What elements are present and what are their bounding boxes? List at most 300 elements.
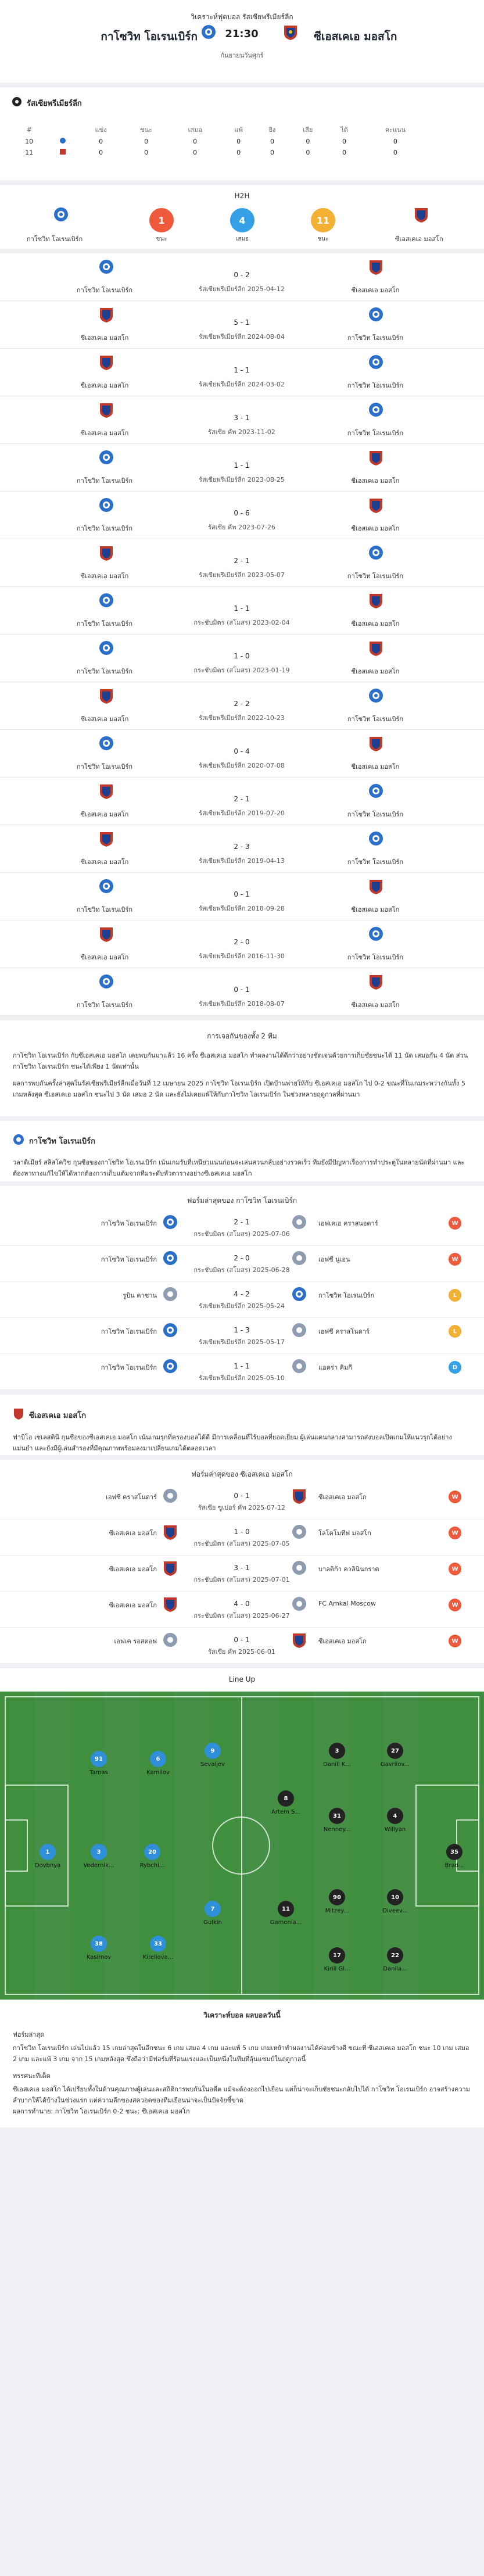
player-name: Mitzey... [325,1908,349,1914]
match-score: 2 - 3 [234,843,250,851]
result-badge: W [449,1217,461,1230]
score-prediction: ผลการทำนาย: กาโซวิท โอเรนเบิร์ก 0-2 ชนะ: ซีเอสเคเอ มอสโก [13,2108,190,2115]
team-logo-icon [99,688,114,706]
match-right-team: กาโซวิท โอเรนเบิร์ก [347,572,404,580]
competition-title: วิเคราะห์ฟุตบอล รัสเซียพรีเมียร์ลีก [191,13,293,21]
h2h-title: H2H [234,192,250,200]
home-player[interactable] [129,1844,175,1869]
player-number: 90 [329,1889,345,1905]
away-wins-badge: 11 [311,208,335,232]
lineup-section [0,1668,484,2000]
result-badge: L [449,1325,461,1338]
match-meta: รัสเซียพรีเมียร์ลีก 2022-10-23 [199,714,285,722]
match-left-team: กาโซวิท โอเรนเบิร์ก [76,906,133,913]
result-badge: W [449,1599,461,1611]
team-logo-icon [368,736,383,754]
form-score: 2 - 0 [234,1254,250,1262]
form-right-team: แอคร่า คิมกี [318,1364,352,1371]
draws-badge: 4 [230,208,254,232]
h2h-match-row[interactable] [0,920,484,968]
away-player[interactable] [431,1844,478,1869]
team-logo-icon [368,831,383,848]
h2h-paragraph-2: ผลการพบกันครั้งล่าสุดในรัสเซียพรีเมียร์ลีกเมื่อวันที่ 12 เมษายน 2025 กาโซวิท โอเรนเบิร์ก เปิดบ้านพ่ายให้กับ ซีเอสเคเอ มอสโก ไป 0-2 ขณะที่ในเกมระหว่างกันทั้ง 5 เกมหลังสุด ซีเอสเคเอ มอสโก ชนะไป 3 นัด เสมอ 2 นัด และยังไม่เคยแพ้ให้กับกาโซวิท โอเรนเบิร์ก ในช่วงหลายฤดูกาลที่ผ่านมา [13,1080,465,1098]
away-player[interactable] [372,1743,418,1768]
match-score: 0 - 4 [234,747,250,755]
player-number: 31 [329,1808,345,1824]
match-meta: รัสเซีย คัพ 2023-07-26 [208,524,275,531]
match-left-team: กาโซวิท โอเรนเบิร์ก [76,620,133,628]
player-name: Willyan [384,1826,406,1833]
form-meta: รัสเซียพรีเมียร์ลีก 2025-05-17 [199,1338,285,1346]
player-name: Kirill Gl... [324,1966,350,1972]
form-score: 1 - 3 [234,1326,250,1334]
team-logo-icon [368,307,383,324]
standings-header-row [12,123,430,136]
match-score: 1 - 1 [234,604,250,612]
home-player[interactable] [76,1936,122,1961]
match-left-team: กาโซวิท โอเรนเบิร์ก [76,525,133,532]
team-logo-icon [292,1287,307,1303]
match-score: 0 - 6 [234,509,250,517]
h2h-match-row[interactable] [0,730,484,778]
team-logo-icon [292,1251,307,1267]
match-meta: รัสเซียพรีเมียร์ลีก 2020-07-08 [199,762,285,769]
form-meta: รัสเซียพรีเมียร์ลีก 2025-05-24 [199,1302,285,1310]
away-player[interactable] [372,1808,418,1833]
away-team-name[interactable]: ซีเอสเคเอ มอสโก [314,30,397,43]
team-logo-icon [99,593,114,610]
player-name: Rybchi... [139,1862,165,1869]
analysis-title: วิเคราะห์บอล ผลบอลวันนี้ [203,2011,281,2019]
match-right-team: ซีเอสเคเอ มอสโก [351,286,400,294]
away-player[interactable] [314,1743,360,1768]
standings-row: 11 0 0 0 0 0 0 0 0 [12,147,430,158]
player-number: 38 [91,1936,107,1952]
match-right-team: ซีเอสเคเอ มอสโก [351,906,400,913]
col-ga: เสีย [303,126,313,134]
match-score: 0 - 1 [234,890,250,898]
prediction-heading: ทรรศนะทีเด็ด [13,2072,51,2080]
form-right-team: ซีเอสเคเอ มอสโก [318,1638,367,1645]
form-meta: รัสเซีย ซูเปอร์ คัพ 2025-07-12 [198,1504,286,1511]
player-name: Brad... [444,1862,464,1869]
h2h-summary [0,185,484,249]
player-number: 8 [278,1790,294,1807]
form-match-row[interactable] [0,1556,484,1592]
match-score: 3 - 1 [234,414,250,422]
standings-section [0,87,484,180]
match-meta: รัสเซีย คัพ 2023-11-02 [208,428,275,436]
team-logo-icon [99,926,114,944]
match-score: 2 - 2 [234,700,250,708]
form-heading: ฟอร์มล่าสุด [13,2031,45,2038]
match-right-team: ซีเอสเคเอ มอสโก [351,668,400,675]
player-number: 17 [329,1947,345,1964]
away-player[interactable] [263,1901,309,1926]
match-meta: รัสเซียพรีเมียร์ลีก 2018-08-07 [199,1000,285,1008]
team-logo-icon [368,688,383,705]
match-left-team: กาโซวิท โอเรนเบิร์ก [76,477,133,485]
player-number: 1 [40,1844,56,1860]
h2h-match-row[interactable] [0,492,484,539]
match-meta: รัสเซียพรีเมียร์ลีก 2023-08-25 [199,476,285,483]
team-logo-icon [99,974,114,991]
away-player[interactable] [263,1790,309,1815]
h2h-match-row[interactable] [0,825,484,873]
player-name: Tamas [89,1769,108,1776]
away-team-header [13,1407,471,1424]
form-right-team: เอฟเคเอ คราสนอดาร์ [318,1220,378,1227]
center-circle [212,1817,270,1875]
form-right-team: FC Amkal Moscow [318,1600,376,1607]
form-match-row[interactable] [0,1246,484,1282]
form-meta: กระชับมิตร (สโมสร) 2025-07-06 [193,1230,290,1238]
h2h-match-row[interactable] [0,873,484,920]
team-logo-icon [99,497,114,514]
player-name: Dovbnya [34,1862,61,1869]
team-logo-icon [99,307,114,325]
form-right-team: โลโคโมทีฟ มอสโก [318,1529,371,1537]
player-name: Gulkin [203,1919,222,1926]
h2h-match-row[interactable] [0,253,484,301]
form-left-team: เอฟซี คราสโนดาร์ [106,1493,157,1501]
away-team-logo [13,1407,24,1424]
match-left-team: กาโซวิท โอเรนเบิร์ก [76,286,133,294]
away-team-logo [414,207,429,225]
player-name: Diveev... [382,1908,408,1914]
standings-title: รัสเซียพรีเมียร์ลีก [27,99,82,108]
result-badge: W [449,1563,461,1575]
h2h-match-row[interactable] [0,778,484,825]
h2h-match-row[interactable] [0,635,484,682]
match-score: 1 - 0 [234,652,250,660]
player-number: 27 [387,1743,403,1759]
team-logo-icon [292,1560,307,1577]
kickoff-time: 21:30 [225,28,259,40]
away-wins-label: ชนะ [317,236,329,242]
form-meta: กระชับมิตร (สโมสร) 2025-06-28 [193,1266,290,1274]
team-logo-icon [368,593,383,611]
player-name: Kireliova... [142,1954,174,1961]
match-score: 1 - 1 [234,461,250,470]
away-team-description: ฟาบิโอ เซเลสตินี กุนซือของซีเอสเคเอ มอสโก เน้นเกมรุกที่ครองบอลได้ดี มีการเคลื่อนที่ไร้บอลที่ยอดเยี่ยม ผู้เล่นแดนกลางสามารถส่งบอลเปิดเกมให้แนวรุกได้อย่างแม่นยำ และยังมีผู้เล่นสำรองที่มีคุณภาพพร้อมลงมาเปลี่ยนเกมได้ตลอดเวลา [13,1434,452,1452]
away-player[interactable] [314,1808,360,1833]
form-score: 2 - 1 [234,1218,250,1226]
form-left-team: เอฟเค รอสตอฟ [114,1638,157,1645]
team-logo-icon [99,736,114,753]
match-meta: รัสเซียพรีเมียร์ลีก 2018-09-28 [199,905,285,912]
result-badge: W [449,1527,461,1539]
h2h-paragraph-1: กาโซวิท โอเรนเบิร์ก กับซีเอสเคเอ มอสโก เคยพบกันมาแล้ว 16 ครั้ง ซีเอสเคเอ มอสโก ทำผลงานได้ดีกว่าอย่างชัดเจนด้วยการเก็บชัยชนะได้ 11 นัด เสมอกัน 4 นัด ส่วนกาโซวิท โอเรนเบิร์ก ชนะได้เพียง 1 นัดเท่านั้น [13,1052,468,1070]
draws-label: เสมอ [235,236,249,242]
form-match-row[interactable] [0,1282,484,1318]
match-left-team: กาโซวิท โอเรนเบิร์ก [76,763,133,771]
player-name: Kamilov [146,1769,170,1776]
lineup-title: Line Up [228,1675,256,1683]
match-meta: กระชับมิตร (สโมสร) 2023-01-19 [193,667,290,674]
match-score: 2 - 1 [234,557,250,565]
player-name: Gamenia... [270,1919,302,1926]
h2h-match-row[interactable] [0,539,484,587]
player-number: 22 [387,1947,403,1964]
match-score: 2 - 0 [234,938,250,946]
match-right-team: ซีเอสเคเอ มอสโก [351,1001,400,1009]
h2h-analysis [0,1020,484,1116]
away-form-list [0,1484,484,1664]
form-meta: รัสเซียพรีเมียร์ลีก 2025-05-10 [199,1374,285,1382]
team-logo-icon [99,879,114,895]
result-badge: D [449,1361,461,1374]
team-logo-icon [292,1323,307,1339]
match-left-team: ซีเอสเคเอ มอสโก [80,334,129,342]
form-meta: รัสเซีย คัพ 2025-06-01 [208,1648,275,1656]
player-number: 3 [91,1844,107,1860]
team-logo-icon [46,147,78,158]
h2h-match-list [0,253,484,1016]
team-logo-icon [292,1214,307,1231]
match-right-team: กาโซวิท โอเรนเบิร์ก [347,954,404,961]
team-logo-icon [368,497,383,515]
home-team-overview [0,1121,484,1181]
team-logo-icon [99,831,114,849]
form-score: 0 - 1 [234,1492,250,1500]
player-number: 33 [150,1936,166,1952]
team-logo-icon [292,1596,307,1613]
home-player[interactable] [76,1751,122,1776]
team-logo-icon [368,354,383,371]
match-meta: รัสเซียพรีเมียร์ลีก 2024-08-04 [199,333,285,341]
home-player[interactable] [24,1844,71,1869]
team-logo-icon [368,259,383,277]
home-wins-label: ชนะ [156,236,167,242]
match-meta: รัสเซียพรีเมียร์ลีก 2025-04-12 [199,285,285,293]
match-score: 0 - 1 [234,986,250,994]
player-name: Nenney... [323,1826,351,1833]
home-form-list [0,1210,484,1390]
home-player[interactable] [135,1936,181,1961]
home-team-header [13,1134,471,1149]
standings-header [12,96,472,109]
form-match-row[interactable] [0,1354,484,1390]
h2h-match-row[interactable] [0,444,484,492]
match-left-team: กาโซวิท โอเรนเบิร์ก [76,1001,133,1009]
team-logo-icon [368,879,383,897]
team-logo-icon [292,1524,307,1541]
match-left-team: กาโซวิท โอเรนเบิร์ก [76,668,133,675]
col-gd: ได้ [340,126,348,134]
player-number: 6 [150,1751,166,1767]
player-name: Gavrilov... [380,1761,410,1768]
form-score: 4 - 0 [234,1600,250,1608]
match-score: 0 - 2 [234,271,250,279]
form-left-team: ซีเอสเคเอ มอสโก [109,1565,157,1573]
form-right-team: ซีเอสเคเอ มอสโก [318,1493,367,1501]
player-number: 35 [446,1844,463,1860]
player-number: 9 [205,1743,221,1759]
form-match-row[interactable] [0,1520,484,1556]
form-score: 1 - 1 [234,1362,250,1370]
match-header [0,0,484,83]
col-won: ชนะ [140,126,153,134]
result-badge: W [449,1253,461,1266]
team-logo-icon [368,926,383,943]
match-score: 2 - 1 [234,795,250,803]
analysis-section [0,2000,484,2127]
match-date: กันยายนวันศุกร์ [220,52,264,59]
player-number: 7 [205,1901,221,1917]
match-right-team: ซีเอสเคเอ มอสโก [351,763,400,771]
home-team-name[interactable]: กาโซวิท โอเรนเบิร์ก [101,30,198,43]
match-meta: รัสเซียพรีเมียร์ลีก 2019-07-20 [199,809,285,817]
form-right-team: กาโซวิท โอเรนเบิร์ก [318,1292,375,1299]
h2h-match-row[interactable] [0,396,484,444]
team-logo-icon [368,974,383,992]
away-player[interactable] [314,1889,360,1914]
h2h-away-name: ซีเอสเคเอ มอสโก [395,235,443,243]
home-player[interactable] [76,1844,122,1869]
match-right-team: กาโซวิท โอเรนเบิร์ก [347,715,404,723]
match-score: 1 - 1 [234,366,250,374]
h2h-match-row[interactable] [0,301,484,349]
team-logo-icon [368,545,383,562]
form-match-row[interactable] [0,1628,484,1664]
away-team-logo[interactable] [283,24,298,42]
home-player[interactable] [135,1751,181,1776]
team-logo-icon [292,1632,307,1650]
player-name: Vedernik... [83,1862,114,1869]
h2h-match-row[interactable] [0,682,484,730]
home-player[interactable] [189,1901,236,1926]
match-right-team: ซีเอสเคเอ มอสโก [351,525,400,532]
form-left-team: กาโซวิท โอเรนเบิร์ก [101,1364,157,1371]
away-player[interactable] [372,1947,418,1972]
match-left-team: ซีเอสเคเอ มอสโก [80,382,129,389]
away-team-overview [0,1395,484,1455]
team-logo-icon [99,354,114,372]
match-left-team: ซีเอสเคเอ มอสโก [80,429,129,437]
team-logo-icon [368,783,383,800]
away-form-title: ฟอร์มล่าสุดของ ซีเอสเคเอ มอสโก [191,1470,293,1478]
team-logo-icon [368,640,383,658]
team-logo-icon [368,450,383,468]
match-right-team: กาโซวิท โอเรนเบิร์ก [347,858,404,866]
col-team [46,123,78,136]
match-left-team: ซีเอสเคเอ มอสโก [80,954,129,961]
home-wins-badge: 1 [149,208,174,232]
form-right-team: เอฟซี นูเอน [318,1256,350,1263]
h2h-match-row[interactable] [0,968,484,1016]
away-player[interactable] [372,1889,418,1914]
result-badge: W [449,1491,461,1503]
form-match-row[interactable] [0,1210,484,1246]
home-team-description: วลาดิเมียร์ สลิสโควิช กุนซือของกาโซวิท โอเรนเบิร์ก เน้นเกมรับที่เหนียวแน่นก่อนจะเล่นสวนกลับอย่างรวดเร็ว ทีมยังมีปัญหาเรื่องการทำประตูในหลายนัดที่ผ่านมา และต้องหาทางแก้ไขให้ได้หากต้องการเก็บแต้มจากทีมระดับหัวตารางอย่างซีเอสเคเอ มอสโก [13,1159,465,1177]
match-left-team: ซีเอสเคเอ มอสโก [80,715,129,723]
form-left-team: ซีเอสเคเอ มอสโก [109,1529,157,1537]
player-name: Artem S... [271,1809,300,1815]
match-right-team: ซีเอสเคเอ มอสโก [351,620,400,628]
match-right-team: กาโซวิท โอเรนเบิร์ก [347,811,404,818]
league-icon [12,96,22,109]
form-paragraph: กาโซวิท โอเรนเบิร์ก เล่นไปแล้ว 15 เกมล่าสุดในลีกชนะ 6 เกม เสมอ 4 เกม และแพ้ 5 เกม เกมเหย้าทำผลงานได้ค่อนข้างดี ขณะที่ ซีเอสเคเอ มอสโก ชนะ 10 เกม เสมอ 2 เกม และแพ้ 3 เกม จาก 15 เกมหลังสุด ซึ่งถือว่ามีฟอร์มที่ร้อนแรงและเป็นหนึ่งในทีมที่ลุ้นแชมป์ในฤดูกาลนี้ [13,2044,469,2063]
form-match-row[interactable] [0,1592,484,1628]
h2h-match-row[interactable] [0,349,484,396]
match-meta: รัสเซียพรีเมียร์ลีก 2016-11-30 [199,952,285,960]
player-number: 3 [329,1743,345,1759]
team-logo-icon [99,259,114,276]
form-score: 3 - 1 [234,1564,250,1572]
match-meta: กระชับมิตร (สโมสร) 2023-02-04 [193,619,290,626]
player-name: Danila... [383,1966,407,1972]
result-badge: L [449,1289,461,1302]
away-player[interactable] [314,1947,360,1972]
match-meta: รัสเซียพรีเมียร์ลีก 2024-03-02 [199,381,285,388]
home-team-logo [13,1134,24,1149]
player-name: Kasimov [86,1954,112,1961]
pitch [0,1692,484,2000]
match-meta: รัสเซียพรีเมียร์ลีก 2023-05-07 [199,571,285,579]
home-form-section [0,1186,484,1390]
match-left-team: ซีเอสเคเอ มอสโก [80,811,129,818]
h2h-match-row[interactable] [0,587,484,635]
match-left-team: ซีเอสเคเอ มอสโก [80,572,129,580]
match-right-team: กาโซวิท โอเรนเบิร์ก [347,334,404,342]
prediction-paragraph: ซีเอสเคเอ มอสโก ได้เปรียบทั้งในด้านคุณภาพผู้เล่นและสถิติการพบกันในอดีต แม้จะต้องออกไปเยือน แต่ก็น่าจะเก็บชัยชนะกลับไปได้ กาโซวิท โอเรนเบิร์ก อาจสร้างความลำบากให้ได้บ้างในช่วงแรก แต่ความลึกของสควอดของทีมเยือนน่าจะเป็นปัจจัยชี้ขาด [13,2086,470,2104]
match-right-team: กาโซวิท โอเรนเบิร์ก [347,382,404,389]
col-played: แข่ง [95,126,107,134]
form-match-row[interactable] [0,1318,484,1354]
form-score: 0 - 1 [234,1636,250,1644]
home-player[interactable] [189,1743,236,1768]
h2h-home-name: กาโซวิท โอเรนเบิร์ก [27,235,83,243]
result-badge: W [449,1635,461,1647]
player-name: Sevaljev [200,1761,225,1768]
form-meta: กระชับมิตร (สโมสร) 2025-07-05 [193,1540,290,1547]
form-score: 1 - 0 [234,1528,250,1536]
match-right-team: กาโซวิท โอเรนเบิร์ก [347,429,404,437]
match-right-team: ซีเอสเคเอ มอสโก [351,477,400,485]
player-number: 10 [387,1889,403,1905]
team-logo-icon [99,640,114,657]
form-right-team: บาลติก้า คาลินินกราด [318,1565,379,1573]
standings-table [12,123,430,158]
away-team-title: ซีเอสเคเอ มอสโก [29,1411,87,1420]
away-form-section [0,1460,484,1664]
team-logo-icon [292,1488,307,1506]
player-number: 11 [278,1901,294,1917]
team-logo-icon [99,783,114,801]
col-rank: # [26,126,32,134]
form-right-team: เอฟซี คราสโนดาร์ [318,1328,370,1335]
match-score: 5 - 1 [234,318,250,327]
form-meta: กระชับมิตร (สโมสร) 2025-06-27 [193,1612,290,1620]
home-form-title: ฟอร์มล่าสุดของ กาโซวิท โอเรนเบิร์ก [187,1196,297,1205]
player-number: 4 [387,1808,403,1824]
player-number: 91 [91,1751,107,1767]
match-left-team: ซีเอสเคเอ มอสโก [80,858,129,866]
form-left-team: รูบิน คาซาน [123,1292,157,1299]
form-meta: กระชับมิตร (สโมสร) 2025-07-01 [193,1576,290,1583]
h2h-analysis-title: การเจอกันของทั้ง 2 ทีม [207,1032,277,1040]
col-drawn: เสมอ [188,126,202,134]
form-match-row[interactable] [0,1484,484,1520]
team-logo-icon [99,450,114,467]
team-logo-icon [368,402,383,419]
form-score: 4 - 2 [234,1290,250,1298]
form-left-team: กาโซวิท โอเรนเบิร์ก [101,1328,157,1335]
col-points: คะแนน [385,126,406,134]
home-team-logo [53,207,69,224]
player-number: 20 [144,1844,160,1860]
